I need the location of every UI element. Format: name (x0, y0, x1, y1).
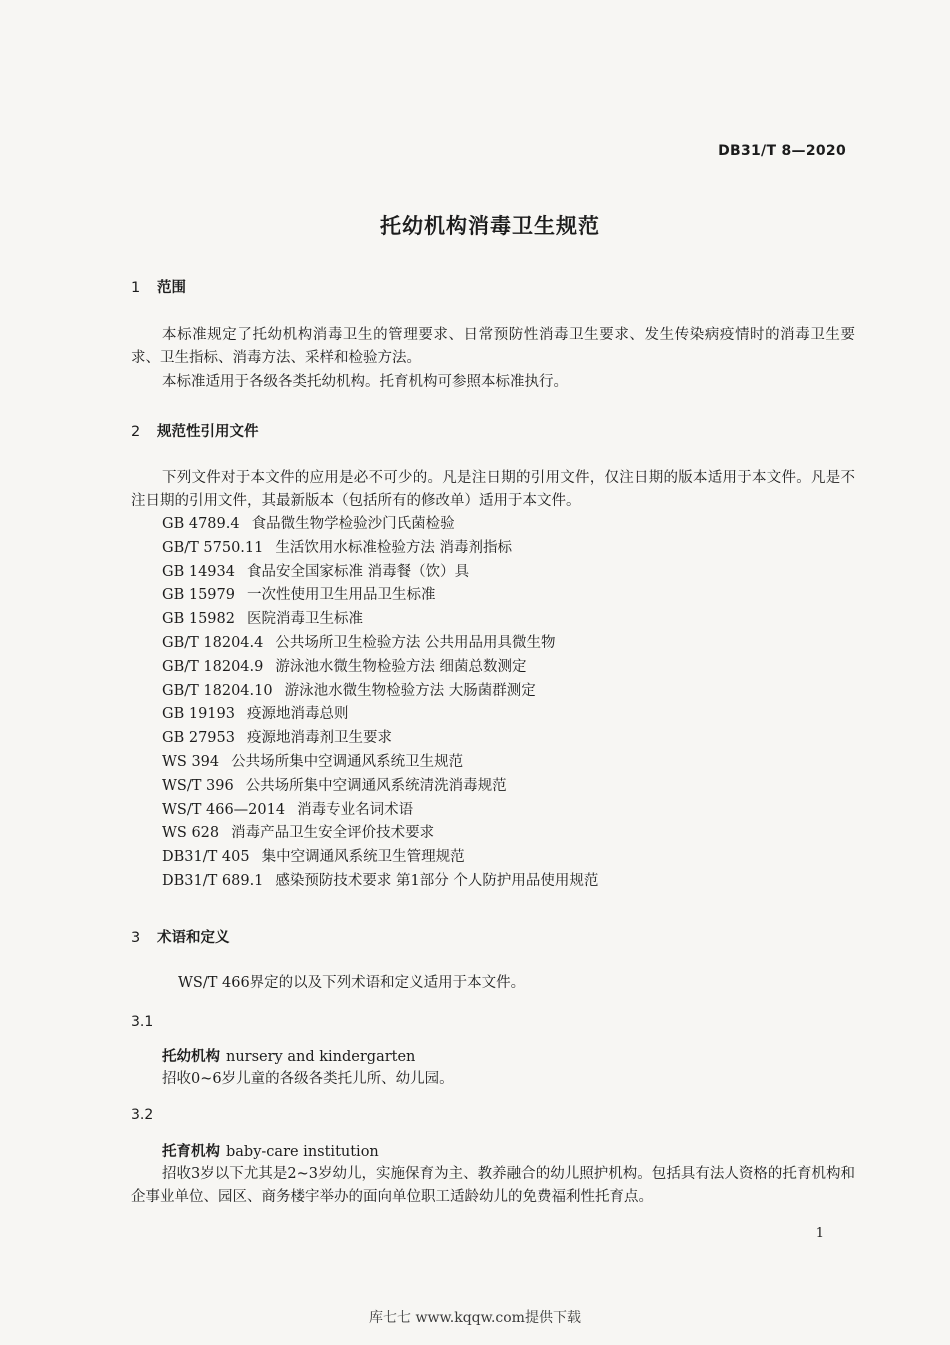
reference-code: GB 19193 (162, 706, 235, 723)
reference-name: 医院消毒卫生标准 (246, 611, 363, 628)
paragraph: 下列文件对于本文件的应用是必不可少的。凡是注日期的引用文件，仅注日期的版本适用于本文件。凡是不注日期的引用文件，其最新版本（包括所有的修改单）适用于本文件。 (131, 470, 855, 509)
reference-item (162, 561, 598, 585)
reference-item (162, 537, 598, 561)
document-title: 托幼机构消毒卫生规范 (380, 214, 600, 238)
reference-name: 生活饮用水标准检验方法 消毒剂指标 (275, 539, 512, 556)
term-definition: 招收3岁以下尤其是2~3岁幼儿，实施保育为主、教养融合的幼儿照护机构。包括具有法人资格的托育机构和企事业单位、园区、商务楼宇举办的面向单位职工适龄幼儿的免费福利性托育点。 (131, 1166, 855, 1205)
reference-name: 食品安全国家标准 消毒餐（饮）具 (246, 563, 470, 580)
reference-name: 消毒产品卫生安全评价技术要求 (231, 825, 435, 842)
reference-name: 公共场所集中空调通风系统卫生规范 (231, 753, 464, 770)
reference-item (162, 775, 598, 799)
section-number: 1 (131, 280, 141, 296)
reference-name: 消毒专业名词术语 (297, 801, 414, 818)
reference-code: GB 14934 (162, 563, 235, 580)
reference-item (162, 632, 598, 656)
reference-name: 集中空调通风系统卫生管理规范 (261, 849, 465, 866)
term-en: baby-care institution (226, 1144, 379, 1160)
reference-code: GB/T 18204.4 (162, 634, 264, 651)
reference-name: 公共场所卫生检验方法 公共用品用具微生物 (275, 634, 556, 651)
reference-code: GB 4789.4 (162, 516, 240, 532)
reference-item (162, 751, 598, 775)
reference-item (162, 608, 598, 632)
reference-name: 食品微生物学检验沙门氏菌检验 (251, 516, 455, 532)
reference-item (162, 680, 598, 704)
reference-code: WS 394 (162, 753, 220, 770)
reference-item (162, 513, 598, 537)
reference-code: GB/T 18204.10 (162, 682, 273, 699)
reference-name: 游泳池水微生物检验方法 大肠菌群测定 (284, 682, 536, 699)
term-zh: 托幼机构 (162, 1049, 220, 1065)
page-number: 1 (815, 1226, 824, 1241)
reference-item (162, 703, 598, 727)
term-en: nursery and kindergarten (226, 1049, 416, 1065)
reference-item (162, 870, 598, 894)
paragraph: 本标准规定了托幼机构消毒卫生的管理要求、日常预防性消毒卫生要求、发生传染病疫情时的消毒卫生要求、卫生指标、消毒方法、采样和检验方法。 (131, 327, 855, 366)
reference-code: DB31/T 405 (162, 849, 250, 866)
paragraph: WS/T 466界定的以及下列术语和定义适用于本文件。 (178, 975, 526, 991)
section-number: 2 (131, 424, 141, 440)
reference-name: 疫源地消毒剂卫生要求 (246, 730, 392, 747)
reference-list (162, 513, 598, 894)
term-heading (162, 1140, 379, 1161)
paragraph: 本标准适用于各级各类托幼机构。托育机构可参照本标准执行。 (162, 374, 568, 390)
term-number: 3.2 (131, 1107, 154, 1123)
section-title: 规范性引用文件 (157, 424, 259, 440)
reference-item (162, 799, 598, 823)
reference-item (162, 822, 598, 846)
reference-item (162, 727, 598, 751)
section-2-heading (131, 420, 259, 441)
section-3-heading (131, 926, 230, 947)
reference-code: WS 628 (162, 825, 220, 842)
section-title: 范围 (157, 280, 186, 296)
reference-item (162, 846, 598, 870)
term-zh: 托育机构 (162, 1144, 220, 1160)
reference-code: GB/T 18204.9 (162, 658, 264, 675)
reference-code: WS/T 396 (162, 777, 234, 794)
reference-code: DB31/T 689.1 (162, 872, 264, 889)
reference-item (162, 584, 598, 608)
reference-code: GB 15982 (162, 611, 235, 628)
reference-name: 疫源地消毒总则 (246, 706, 349, 723)
reference-code: WS/T 466—2014 (162, 801, 286, 818)
section-1-heading (131, 276, 186, 297)
reference-name: 公共场所集中空调通风系统清洗消毒规范 (245, 777, 507, 794)
term-number: 3.1 (131, 1014, 154, 1030)
section-number: 3 (131, 930, 141, 946)
reference-code: GB 15979 (162, 587, 235, 604)
reference-code: GB/T 5750.11 (162, 539, 264, 556)
standard-code: DB31/T 8—2020 (718, 143, 846, 159)
reference-name: 一次性使用卫生用品卫生标准 (246, 587, 436, 604)
section-title: 术语和定义 (157, 930, 230, 946)
reference-code: GB 27953 (162, 730, 235, 747)
reference-item (162, 656, 598, 680)
term-definition: 招收0~6岁儿童的各级各类托儿所、幼儿园。 (162, 1071, 454, 1087)
footer-watermark: 库七七 www.kqqw.com提供下载 (369, 1310, 581, 1326)
reference-name: 游泳池水微生物检验方法 细菌总数测定 (275, 658, 527, 675)
term-heading (162, 1045, 415, 1066)
reference-name: 感染预防技术要求 第1部分 个人防护用品使用规范 (275, 872, 599, 889)
